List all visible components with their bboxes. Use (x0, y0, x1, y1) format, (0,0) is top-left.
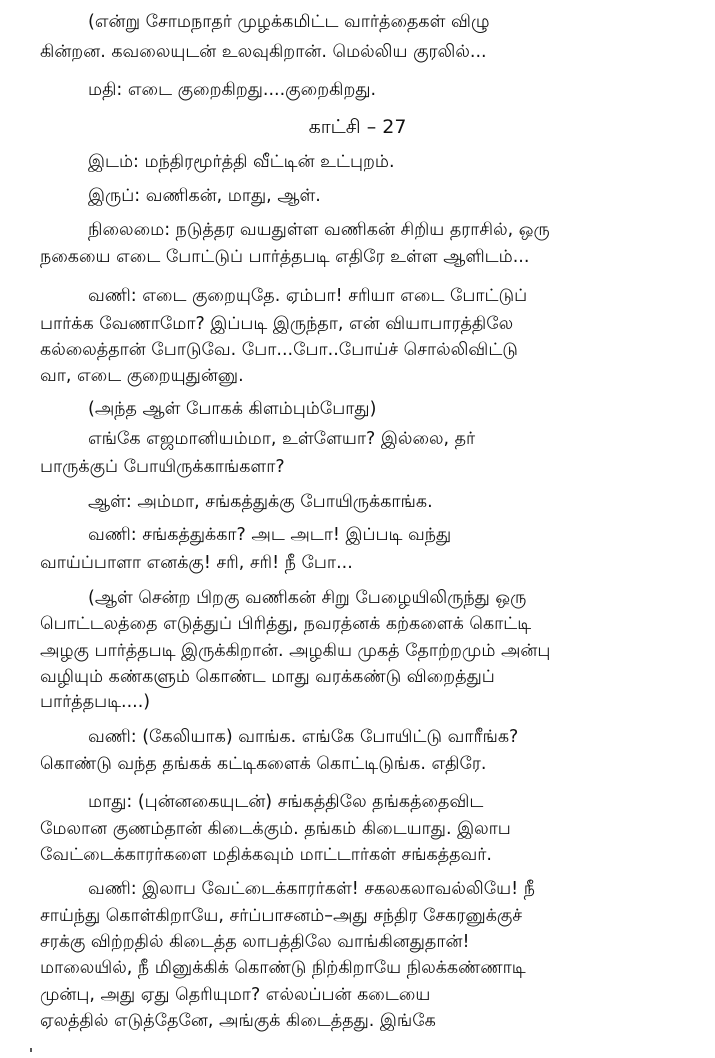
stage-direction: (ஆள் சென்ற பிறகு வணிகன் சிறு பேழையிலிருந்து ஒரு (88, 588, 527, 608)
text-line: வா, எடை குறையுதுன்னு. (40, 366, 244, 386)
dialogue-line: வணி: இலாப வேட்டைக்காரர்கள்! சகலகலாவல்லியே! நீ (88, 879, 535, 899)
scene-heading: காட்சி – 27 (308, 116, 407, 138)
text-line: முன்பு, அது ஏது தெரியுமா? எல்லப்பன் கடையை (40, 985, 431, 1005)
text-line: மேலான குணம்தான் கிடைக்கும். தங்கம் கிடையாது. இலாப (40, 819, 511, 839)
text-line: வேட்டைக்காரர்களை மதிக்கவும் மாட்டார்கள் சங்கத்தவர். (40, 845, 492, 865)
text-line: நகையை எடை போட்டுப் பார்த்தபடி எதிரே உள்ள ஆளிடம்... (40, 247, 530, 267)
scan-speck (30, 1048, 32, 1052)
text-line: ஏலத்தில் எடுத்தேனே, அங்குக் கிடைத்தது. இங்கே (40, 1011, 436, 1031)
text-line: (என்று சோமநாதர் முழக்கமிட்ட வார்த்தைகள் விழு (88, 12, 490, 32)
text-line: பார்த்தபடி....) (40, 692, 151, 712)
stage-direction: (அந்த ஆள் போகக் கிளம்பும்போது) (88, 399, 377, 419)
text-line: கல்லைத்தான் போடுவே. போ...போ..போய்ச் சொல்லிவிட்டு (40, 340, 518, 360)
text-line: வழியும் கண்களும் கொண்ட மாது வரக்கண்டு விறைத்துப் (40, 667, 495, 687)
text-line: பார்க்க வேணாமோ? இப்படி இருந்தா, என் வியாபாரத்திலே (40, 314, 514, 334)
dialogue-line: வணி: (கேலியாக) வாங்க. எங்கே போயிட்டு வாரீங்க? (88, 727, 519, 747)
text-line: அழகு பார்த்தபடி இருக்கிறான். அழகிய முகத் தோற்றமும் அன்பு (40, 641, 551, 661)
dialogue-line: மதி: எடை குறைகிறது....குறைகிறது. (88, 80, 377, 100)
text-line: சாய்ந்து கொள்கிறாயே, சர்ப்பாசனம்–அது சந்திர சேகரனுக்குச் (40, 906, 523, 926)
text-line: எங்கே எஜமானியம்மா, உள்ளேயா? இல்லை, தர் (88, 429, 476, 449)
text-line: சரக்கு விற்றதில் கிடைத்த லாபத்திலே வாங்கினதுதான்! (40, 932, 470, 952)
text-line: பொட்டலத்தை எடுத்துப் பிரித்து, நவரத்னக் கற்களைக் கொட்டி (40, 614, 532, 634)
text-line: கின்றன. கவலையுடன் உலவுகிறான். மெல்லிய குரலில்... (40, 42, 487, 62)
dialogue-line: ஆள்: அம்மா, சங்கத்துக்கு போயிருக்காங்க. (88, 492, 433, 512)
dialogue-line: வணி: சங்கத்துக்கா? அட அடா! இப்படி வந்து (88, 525, 452, 545)
text-line: மாலையில், நீ மினுக்கிக் கொண்டு நிற்கிறாயே நிலக்கண்ணாடி (40, 958, 526, 978)
text-line: பாருக்குப் போயிருக்காங்களா? (40, 457, 285, 477)
text-line: வாய்ப்பாளா எனக்கு! சரி, சரி! நீ போ... (40, 553, 353, 573)
dialogue-line: மாது: (புன்னகையுடன்) சங்கத்திலே தங்கத்தைவிட (88, 792, 484, 812)
stage-direction-situation: நிலைமை: நடுத்தர வயதுள்ள வணிகன் சிறிய தராசில், ஒரு (88, 220, 550, 240)
text-line: கொண்டு வந்த தங்கக் கட்டிகளைக் கொட்டிடுங்க. எதிரே. (40, 754, 487, 774)
dialogue-line: வணி: எடை குறையுதே. ஏம்பா! சரியா எடை போட்டுப் (88, 286, 528, 306)
stage-direction-present: இருப்: வணிகன், மாது, ஆள். (88, 186, 321, 206)
stage-direction-place: இடம்: மந்திரமூர்த்தி வீட்டின் உட்புறம். (88, 152, 395, 172)
